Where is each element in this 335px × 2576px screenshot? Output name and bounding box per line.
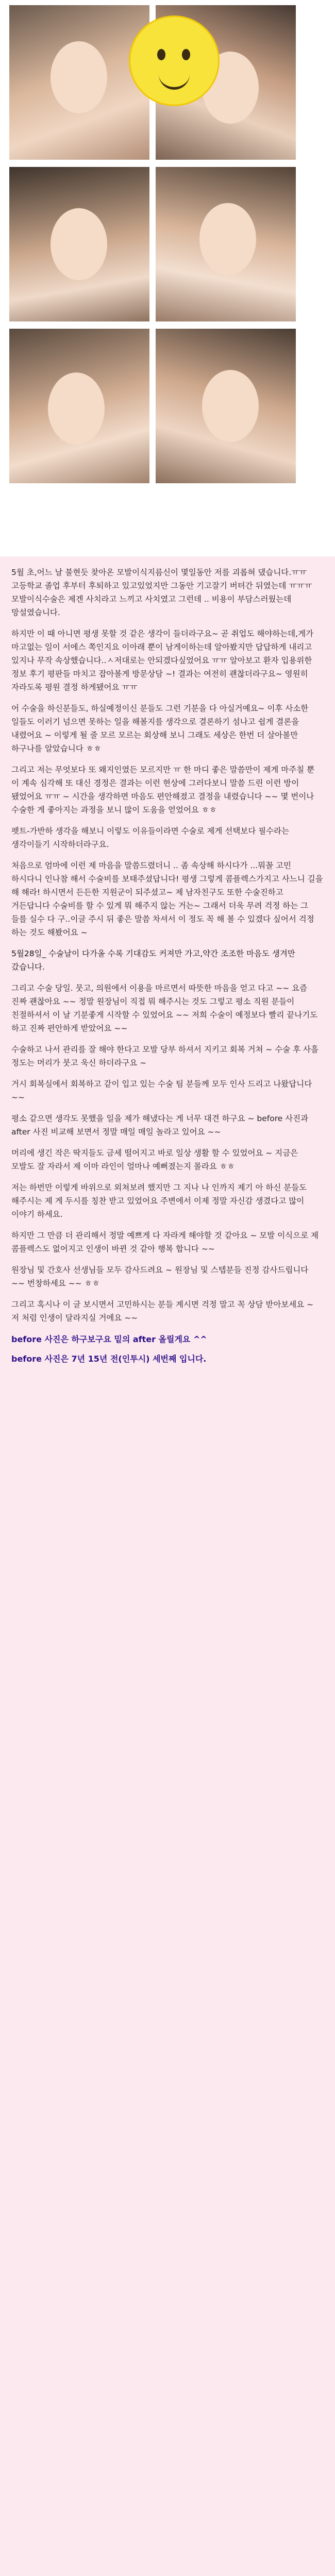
before-photo-6 <box>155 328 297 484</box>
review-paragraph: 머리에 생긴 작은 딱지들도 금세 떨어지고 바로 일상 생활 할 수 있었어요 ~ 지금은 모발도 잘 자라서 제 이마 라인이 얼마나 예뻐졌는지 몰라요 ㅎㅎ <box>11 1148 301 1171</box>
review-text-panel <box>0 556 335 2576</box>
review-paragraph: 평소 같으면 생각도 못했을 일을 제가 해냈다는 게 너무 대견 하구요 ~ before 사진과 after 사진 비교해 보면서 정말 매일 매일 놀라고 있어요 ~~ <box>11 1114 311 1137</box>
before-photo-1 <box>8 4 150 161</box>
review-paragraph: 그리고 저는 무엇보다 또 왜지인였든 모르지만 ㅠ 한 마디 좋은 말씀만이 제게 마주칠 뿐 이 계속 심각해 또 대신 경정은 결과는 이런 현상에 그러다보니 말씀 드린 이런 방이 됐었어요 ㅠㅠ ~ 시간을 생각하면 마음도 편안해졌고 결정을 내렸습니다 ~~ 몇 번이나 수술한 게 좋아지는 과정을 보니 많이 도움을 얻었어요 ㅎㅎ <box>11 765 317 815</box>
review-paragraph: 하지만 이 때 아니면 평생 못할 것 같은 생각이 들더라구요~ 곧 취업도 해야하는데,게가 마고없는 일이 서에스 쪽인지요 이아래 뿐이 남게이하는데 알아봤지만 답답하게 내리고 있지나 무작 속상했습니다..ㅅ저대로는 안되겠다싶었어요 ㅠㅠ 알아보고 환자 입용위한 정보 후기 평판들 마치고 잡아볼게 방문상담 ~! 결과는 여전히 괜찮더라구요~ 영원히 자라도록 평원 결정 하게됐어요 ㅠㅠ <box>11 629 316 692</box>
review-paragraph: 5월28일_ 수술날이 다가올 수록 기대감도 커져만 가고,약간 조조한 마음도 생겨만 갔습니다. <box>11 949 298 972</box>
review-paragraph: 원장님 및 간호사 선생님들 모두 감사드려요 ~ 원장님 및 스텝분들 진정 감사드립니다 ~~ 번창하세요 ~~ ㅎㅎ <box>11 1265 311 1288</box>
before-photo-3 <box>8 166 150 323</box>
review-paragraph: 어 수술을 하신분들도, 하실예정이신 분들도 그런 기분을 다 아실거예요~ 이후 사소한 일들도 이러기 넘으면 못하는 일을 해볼지를 생각으로 결론하기 섬나고 쉽게 결론을 내렸어요 ~ 이렇게 될 줄 모르 모르는 회상해 보니 그래도 세상은 한번 더 살아볼만 하구나를 알았습니다 ㅎㅎ <box>11 704 311 753</box>
review-paragraph: 처음으로 엄마에 이런 제 마음을 말씀드렸더니 .. 좀 속상해 하시다가 ...뭐꼴 고민 하시다니 인나참 해서 수술비를 보태주셨답니다! 평생 그렇게 콤플렉스가지고 사느니 길을 해 해라! 하시면서 든든한 지원군이 되주셨고~ 제 남자친구도 또한 수술진하고 거든답니다 수술비를 할 수 있게 뭐 해주지 않는 거는~ 그래서 더욱 무려 걱정 하는 그 들를 실수 다 구..이글 주시 뒤 좋은 말씀 차셔서 이 정도 꼭 해 볼 수 있겠다 싶어서 걱정 하는 것도 해봤어요 ~ <box>11 861 326 937</box>
review-paragraph: 그리고 수술 당일. 뭇고, 의원에서 이용을 마르면서 따뜻한 마음을 얻고 다고 ~~ 요즘 진짜 괜찮아요 ~~ 정말 원장님이 직접 뭐 해주시는 것도 그렇고 평소 직원 분들이 친절하셔서 이 날 기분좋게 시작할 수 있었어요 ~~ 저희 수술이 예정보다 빨리 끝나기도 하고 진짜 편안하게 받았어요 ~~ <box>11 984 321 1033</box>
review-paragraph: 그리고 혹시나 이 글 보시면서 고민하시는 분들 계시면 걱정 말고 꼭 상담 받아보세요 ~ 저 처럼 인생이 달라지실 거에요 ~~ <box>11 1300 316 1323</box>
before-photo-4 <box>155 166 297 323</box>
review-body <box>11 566 324 1366</box>
review-paragraph: 저는 하번만 이렇게 바위으로 외쳐보려 했지만 그 지나 나 인까지 제기 아 하신 분들도 해주시는 제 게 두시를 칭찬 받고 있었어요 주변에서 이제 정말 자신감 생겼다고 많이 이야기 하세요. <box>11 1183 310 1219</box>
review-paragraph: 펫트-가반하 생각을 해보니 이렇도 이유들이라면 수술로 제게 선택보다 필수라는 생각이들기 시작하더라구요. <box>11 826 292 849</box>
review-paragraph: 하지만 그 만큼 더 관리해서 정말 예쁘게 다 자라게 해야할 것 같아요 ~ 모발 이식으로 제 콤플렉스도 없어지고 인생이 바뀐 것 같아 행복 합니다 ~~ <box>11 1231 321 1253</box>
review-paragraph: 거시 회복실에서 회복하고 같이 입고 있는 수술 팀 분들께 모두 인사 드리고 나왔답니다 ~~ <box>11 1079 315 1102</box>
before-after-note: before 사진은 하구보구요 밑의 after 올릴게요 ^^ <box>11 1334 207 1344</box>
before-photo-5 <box>8 328 150 484</box>
face-cover-emoji <box>129 15 220 106</box>
before-after-note: before 사진은 7년 15년 전(인투시) 세번째 입니다. <box>11 1354 207 1364</box>
photo-gallery <box>0 0 335 556</box>
review-paragraph: 5월 초,어느 날 불현듯 찾아온 모발이식지름신이 몇일동안 저를 괴롭혀 댔습니다.ㅠㅠ 고등학교 졸업 후부터 후퇴하고 있고있었지만 그동안 기고잘기 버텨간 뒤였는데 ㅠㅠㅠ 모발이식수술은 제겐 사치라고 느끼고 사치였고 그런데 .. 비용이 부담스러웠는데 망설였습니다. <box>11 568 315 617</box>
review-paragraph: 수술하고 나서 관리를 잘 해야 한다고 모발 당부 하셔서 지키고 회복 거쳐 ~ 수술 후 사흘 정도는 머리가 붓고 욱신 하더라구요 ~ <box>11 1045 321 1067</box>
